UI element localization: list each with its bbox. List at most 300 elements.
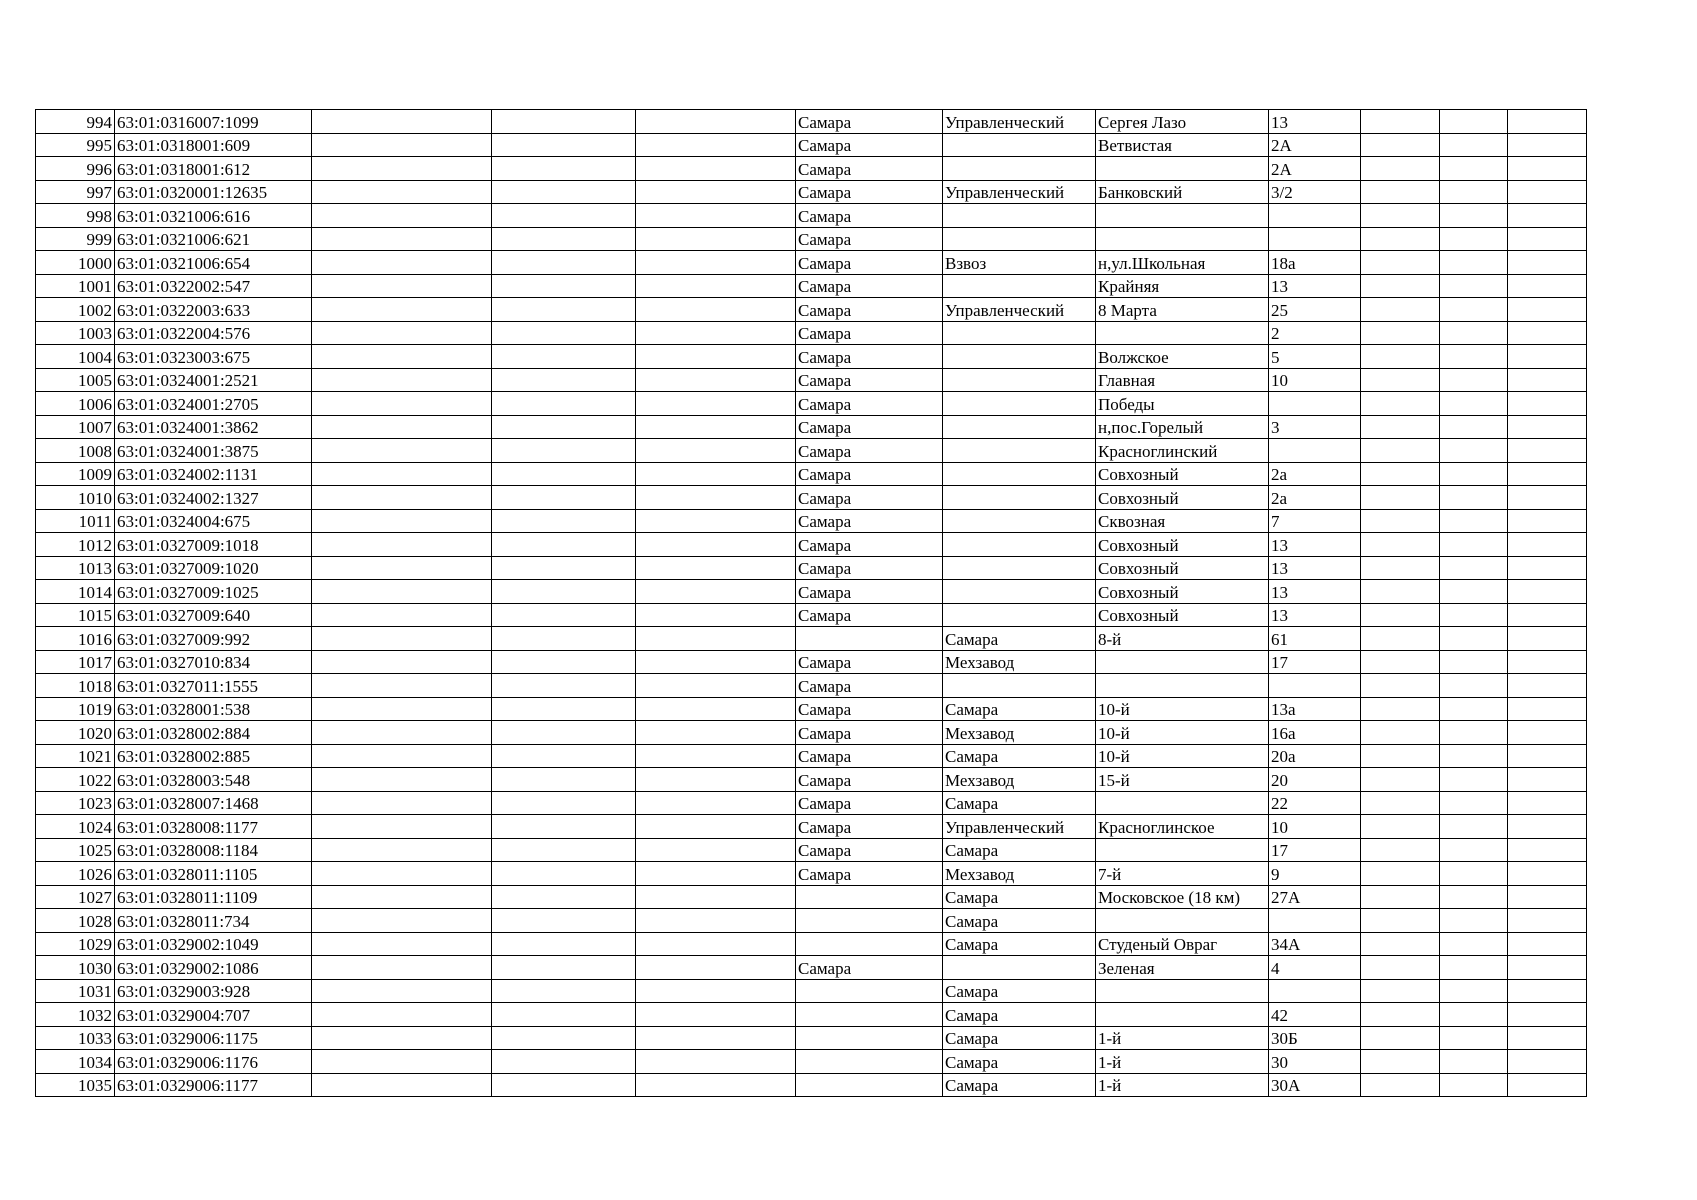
cell-row-number: 1004 (36, 345, 115, 369)
cell-city: Самара (796, 251, 943, 275)
table-row (36, 885, 1587, 909)
cell-district (943, 345, 1096, 369)
cell-col-10 (1361, 838, 1440, 862)
table-row (36, 674, 1587, 698)
cell-city: Самара (796, 721, 943, 745)
cell-col-5 (636, 956, 796, 980)
cell-street (1096, 204, 1269, 228)
cell-row-number: 1011 (36, 509, 115, 533)
cell-house-number (1269, 979, 1361, 1003)
cell-city: Самара (796, 791, 943, 815)
table-row (36, 415, 1587, 439)
cell-house-number: 30Б (1269, 1026, 1361, 1050)
cell-col-12 (1508, 815, 1587, 839)
cell-street: 10-й (1096, 721, 1269, 745)
table-row (36, 274, 1587, 298)
cell-district: Мехзавод (943, 768, 1096, 792)
table-body (36, 110, 1587, 1097)
cell-col-4 (492, 486, 636, 510)
cell-col-11 (1440, 744, 1508, 768)
cell-col-12 (1508, 227, 1587, 251)
cell-col-4 (492, 533, 636, 557)
table-row (36, 157, 1587, 181)
cell-col-3 (312, 392, 492, 416)
cell-col-10 (1361, 133, 1440, 157)
cell-col-12 (1508, 791, 1587, 815)
cell-col-11 (1440, 298, 1508, 322)
cell-col-10 (1361, 110, 1440, 134)
cell-col-10 (1361, 956, 1440, 980)
cell-city: Самара (796, 462, 943, 486)
cell-street: Красноглинский (1096, 439, 1269, 463)
cell-city: Самара (796, 509, 943, 533)
cell-col-5 (636, 298, 796, 322)
cell-district: Самара (943, 1073, 1096, 1097)
cell-col-3 (312, 1003, 492, 1027)
cell-col-5 (636, 556, 796, 580)
cell-col-4 (492, 580, 636, 604)
cell-col-10 (1361, 885, 1440, 909)
cell-row-number: 1030 (36, 956, 115, 980)
cell-house-number: 13 (1269, 274, 1361, 298)
table-row (36, 1050, 1587, 1074)
table-row (36, 533, 1587, 557)
cell-city: Самара (796, 697, 943, 721)
cell-street: Красноглинское (1096, 815, 1269, 839)
cell-street: Студеный Овраг (1096, 932, 1269, 956)
cell-district (943, 674, 1096, 698)
cell-col-4 (492, 885, 636, 909)
cell-district: Управленческий (943, 180, 1096, 204)
cell-col-5 (636, 1073, 796, 1097)
cell-col-10 (1361, 721, 1440, 745)
cell-col-4 (492, 204, 636, 228)
cell-col-12 (1508, 744, 1587, 768)
cell-district: Мехзавод (943, 721, 1096, 745)
cell-city (796, 1073, 943, 1097)
cell-street: н,пос.Горелый (1096, 415, 1269, 439)
cell-col-12 (1508, 768, 1587, 792)
cell-street (1096, 674, 1269, 698)
cell-col-5 (636, 157, 796, 181)
cell-district: Самара (943, 1003, 1096, 1027)
cell-col-3 (312, 180, 492, 204)
cell-cadastral-number: 63:01:0328002:884 (115, 721, 312, 745)
cell-city: Самара (796, 838, 943, 862)
cell-cadastral-number: 63:01:0329004:707 (115, 1003, 312, 1027)
cell-col-4 (492, 415, 636, 439)
cell-row-number: 1005 (36, 368, 115, 392)
cell-district (943, 956, 1096, 980)
cell-cadastral-number: 63:01:0327009:1018 (115, 533, 312, 557)
table-row (36, 1003, 1587, 1027)
cell-col-5 (636, 1003, 796, 1027)
cell-col-11 (1440, 274, 1508, 298)
cell-cadastral-number: 63:01:0328008:1184 (115, 838, 312, 862)
cell-col-4 (492, 509, 636, 533)
cell-col-11 (1440, 251, 1508, 275)
cell-cadastral-number: 63:01:0328007:1468 (115, 791, 312, 815)
cell-district (943, 133, 1096, 157)
cell-district: Самара (943, 909, 1096, 933)
table-row (36, 439, 1587, 463)
cell-col-11 (1440, 1050, 1508, 1074)
cell-row-number: 1020 (36, 721, 115, 745)
cell-col-11 (1440, 110, 1508, 134)
cell-row-number: 1006 (36, 392, 115, 416)
cell-street: 8-й (1096, 627, 1269, 651)
cell-col-11 (1440, 157, 1508, 181)
cell-col-4 (492, 627, 636, 651)
cell-col-12 (1508, 1026, 1587, 1050)
cell-row-number: 1018 (36, 674, 115, 698)
cell-row-number: 1028 (36, 909, 115, 933)
cell-col-4 (492, 274, 636, 298)
cell-row-number: 1023 (36, 791, 115, 815)
cell-col-10 (1361, 556, 1440, 580)
cell-cadastral-number: 63:01:0322004:576 (115, 321, 312, 345)
cell-row-number: 1019 (36, 697, 115, 721)
cell-cadastral-number: 63:01:0329002:1086 (115, 956, 312, 980)
cell-row-number: 999 (36, 227, 115, 251)
cell-col-11 (1440, 1026, 1508, 1050)
cell-col-10 (1361, 862, 1440, 886)
cell-col-5 (636, 274, 796, 298)
cell-col-5 (636, 533, 796, 557)
cell-city (796, 1026, 943, 1050)
cell-col-10 (1361, 509, 1440, 533)
table-row (36, 180, 1587, 204)
cell-col-4 (492, 674, 636, 698)
table-row (36, 815, 1587, 839)
cell-city (796, 909, 943, 933)
cell-cadastral-number: 63:01:0328008:1177 (115, 815, 312, 839)
cell-col-4 (492, 650, 636, 674)
cell-city: Самара (796, 157, 943, 181)
cell-col-10 (1361, 392, 1440, 416)
table-row (36, 110, 1587, 134)
cell-city: Самара (796, 274, 943, 298)
cell-col-12 (1508, 392, 1587, 416)
cell-street: 1-й (1096, 1073, 1269, 1097)
cell-street (1096, 909, 1269, 933)
cell-col-3 (312, 744, 492, 768)
cell-row-number: 1003 (36, 321, 115, 345)
table-row (36, 462, 1587, 486)
cell-city: Самара (796, 133, 943, 157)
cell-cadastral-number: 63:01:0321006:654 (115, 251, 312, 275)
cell-col-11 (1440, 556, 1508, 580)
cell-col-5 (636, 227, 796, 251)
cell-city: Самара (796, 862, 943, 886)
cell-col-5 (636, 368, 796, 392)
cell-col-3 (312, 650, 492, 674)
cell-col-5 (636, 251, 796, 275)
cell-col-3 (312, 862, 492, 886)
cell-city (796, 932, 943, 956)
cell-col-11 (1440, 204, 1508, 228)
cell-col-10 (1361, 486, 1440, 510)
cell-city: Самара (796, 345, 943, 369)
cell-col-5 (636, 979, 796, 1003)
cell-col-3 (312, 697, 492, 721)
cell-row-number: 1001 (36, 274, 115, 298)
cell-col-12 (1508, 956, 1587, 980)
cell-col-4 (492, 392, 636, 416)
cell-house-number: 5 (1269, 345, 1361, 369)
cell-city: Самара (796, 815, 943, 839)
cell-col-5 (636, 204, 796, 228)
cell-col-5 (636, 603, 796, 627)
cell-row-number: 994 (36, 110, 115, 134)
cell-city: Самара (796, 392, 943, 416)
cell-col-3 (312, 204, 492, 228)
cell-cadastral-number: 63:01:0329006:1176 (115, 1050, 312, 1074)
cell-col-10 (1361, 415, 1440, 439)
cell-district (943, 462, 1096, 486)
cell-street (1096, 321, 1269, 345)
cell-col-5 (636, 392, 796, 416)
cell-col-3 (312, 227, 492, 251)
cell-house-number: 2а (1269, 486, 1361, 510)
cell-col-11 (1440, 392, 1508, 416)
cell-house-number: 10 (1269, 815, 1361, 839)
table-row (36, 368, 1587, 392)
cell-col-11 (1440, 1073, 1508, 1097)
cell-col-10 (1361, 180, 1440, 204)
cell-col-11 (1440, 862, 1508, 886)
cell-district: Мехзавод (943, 862, 1096, 886)
table-row (36, 556, 1587, 580)
cell-street: Совхозный (1096, 580, 1269, 604)
cell-street (1096, 227, 1269, 251)
cell-house-number: 13 (1269, 556, 1361, 580)
cell-cadastral-number: 63:01:0327009:640 (115, 603, 312, 627)
cell-col-3 (312, 533, 492, 557)
cell-col-4 (492, 697, 636, 721)
cell-house-number: 3/2 (1269, 180, 1361, 204)
cell-col-3 (312, 956, 492, 980)
cell-cadastral-number: 63:01:0323003:675 (115, 345, 312, 369)
cell-col-5 (636, 1050, 796, 1074)
cell-col-3 (312, 815, 492, 839)
cell-house-number: 2а (1269, 462, 1361, 486)
cell-district: Самара (943, 838, 1096, 862)
cell-col-12 (1508, 204, 1587, 228)
cell-col-5 (636, 768, 796, 792)
cell-col-4 (492, 110, 636, 134)
cell-col-3 (312, 979, 492, 1003)
cell-street: 7-й (1096, 862, 1269, 886)
cell-col-10 (1361, 979, 1440, 1003)
cell-col-5 (636, 1026, 796, 1050)
cell-col-5 (636, 838, 796, 862)
cell-row-number: 1016 (36, 627, 115, 651)
cell-col-3 (312, 439, 492, 463)
cell-cadastral-number: 63:01:0322003:633 (115, 298, 312, 322)
cell-col-5 (636, 462, 796, 486)
cell-street: Совхозный (1096, 462, 1269, 486)
cell-district: Самара (943, 791, 1096, 815)
cell-col-12 (1508, 674, 1587, 698)
cell-street: Победы (1096, 392, 1269, 416)
cell-city: Самара (796, 956, 943, 980)
cell-cadastral-number: 63:01:0324001:2521 (115, 368, 312, 392)
cell-district (943, 603, 1096, 627)
cell-col-3 (312, 1026, 492, 1050)
table-row (36, 697, 1587, 721)
cell-col-11 (1440, 979, 1508, 1003)
cell-city (796, 1050, 943, 1074)
cell-col-10 (1361, 462, 1440, 486)
cell-row-number: 1002 (36, 298, 115, 322)
cell-col-3 (312, 298, 492, 322)
cell-street: 1-й (1096, 1026, 1269, 1050)
cell-street (1096, 838, 1269, 862)
cell-col-3 (312, 274, 492, 298)
cell-col-10 (1361, 204, 1440, 228)
cell-col-12 (1508, 462, 1587, 486)
cell-district: Управленческий (943, 815, 1096, 839)
table-row (36, 979, 1587, 1003)
cell-cadastral-number: 63:01:0320001:12635 (115, 180, 312, 204)
cell-city: Самара (796, 298, 943, 322)
cell-district (943, 533, 1096, 557)
cell-house-number: 27А (1269, 885, 1361, 909)
cell-col-12 (1508, 721, 1587, 745)
cell-cadastral-number: 63:01:0321006:621 (115, 227, 312, 251)
cell-house-number: 13 (1269, 580, 1361, 604)
table-row (36, 298, 1587, 322)
cell-col-10 (1361, 791, 1440, 815)
cell-col-11 (1440, 133, 1508, 157)
cell-row-number: 998 (36, 204, 115, 228)
cell-house-number (1269, 909, 1361, 933)
cell-row-number: 1025 (36, 838, 115, 862)
cell-street: 10-й (1096, 697, 1269, 721)
cell-col-5 (636, 744, 796, 768)
cell-street: Совхозный (1096, 486, 1269, 510)
cell-district: Самара (943, 627, 1096, 651)
cell-street: Ветвистая (1096, 133, 1269, 157)
cell-col-11 (1440, 791, 1508, 815)
cell-house-number: 22 (1269, 791, 1361, 815)
cell-col-11 (1440, 509, 1508, 533)
cell-col-11 (1440, 674, 1508, 698)
cell-col-12 (1508, 345, 1587, 369)
cell-col-3 (312, 1073, 492, 1097)
cell-house-number: 9 (1269, 862, 1361, 886)
cell-col-3 (312, 674, 492, 698)
cell-col-10 (1361, 227, 1440, 251)
cell-district (943, 556, 1096, 580)
cell-district: Самара (943, 744, 1096, 768)
table-row (36, 133, 1587, 157)
cell-col-12 (1508, 180, 1587, 204)
cell-house-number: 2А (1269, 133, 1361, 157)
cell-city: Самара (796, 204, 943, 228)
cell-cadastral-number: 63:01:0328001:538 (115, 697, 312, 721)
cell-col-4 (492, 979, 636, 1003)
cell-col-3 (312, 603, 492, 627)
cell-col-11 (1440, 768, 1508, 792)
cell-house-number: 30 (1269, 1050, 1361, 1074)
cell-street: Банковский (1096, 180, 1269, 204)
cell-city (796, 885, 943, 909)
cell-row-number: 996 (36, 157, 115, 181)
cell-row-number: 1021 (36, 744, 115, 768)
cell-col-12 (1508, 133, 1587, 157)
cell-cadastral-number: 63:01:0328002:885 (115, 744, 312, 768)
cell-street: Волжское (1096, 345, 1269, 369)
cell-street: 15-й (1096, 768, 1269, 792)
cell-col-12 (1508, 627, 1587, 651)
cell-cadastral-number: 63:01:0322002:547 (115, 274, 312, 298)
cell-col-11 (1440, 580, 1508, 604)
cell-house-number: 3 (1269, 415, 1361, 439)
table-row (36, 1026, 1587, 1050)
cell-col-3 (312, 345, 492, 369)
cell-city: Самара (796, 533, 943, 557)
cell-row-number: 1022 (36, 768, 115, 792)
cell-col-12 (1508, 909, 1587, 933)
cell-district (943, 204, 1096, 228)
cell-col-4 (492, 133, 636, 157)
cell-col-11 (1440, 815, 1508, 839)
cell-house-number: 25 (1269, 298, 1361, 322)
cell-district (943, 392, 1096, 416)
cell-house-number: 18а (1269, 251, 1361, 275)
cell-cadastral-number: 63:01:0324001:2705 (115, 392, 312, 416)
cell-col-5 (636, 133, 796, 157)
cell-col-4 (492, 603, 636, 627)
cell-city: Самара (796, 744, 943, 768)
cell-district (943, 439, 1096, 463)
table-row (36, 509, 1587, 533)
cell-col-10 (1361, 1050, 1440, 1074)
cell-cadastral-number: 63:01:0324002:1131 (115, 462, 312, 486)
table-row (36, 251, 1587, 275)
cell-row-number: 1009 (36, 462, 115, 486)
table-row (36, 321, 1587, 345)
cell-col-10 (1361, 157, 1440, 181)
cell-street (1096, 979, 1269, 1003)
cell-house-number (1269, 674, 1361, 698)
cell-col-4 (492, 368, 636, 392)
cell-col-4 (492, 838, 636, 862)
cell-house-number (1269, 227, 1361, 251)
cell-col-5 (636, 415, 796, 439)
cell-street: Сквозная (1096, 509, 1269, 533)
cell-col-3 (312, 251, 492, 275)
cell-row-number: 1035 (36, 1073, 115, 1097)
cell-cadastral-number: 63:01:0328011:1109 (115, 885, 312, 909)
cell-cadastral-number: 63:01:0324001:3862 (115, 415, 312, 439)
cell-col-12 (1508, 298, 1587, 322)
cell-row-number: 1024 (36, 815, 115, 839)
cell-col-3 (312, 509, 492, 533)
table-row (36, 932, 1587, 956)
cell-district (943, 415, 1096, 439)
cell-col-11 (1440, 932, 1508, 956)
cell-house-number: 13а (1269, 697, 1361, 721)
cell-col-5 (636, 580, 796, 604)
cell-col-5 (636, 674, 796, 698)
cell-district (943, 368, 1096, 392)
table-row (36, 204, 1587, 228)
cell-col-5 (636, 650, 796, 674)
cell-col-11 (1440, 838, 1508, 862)
